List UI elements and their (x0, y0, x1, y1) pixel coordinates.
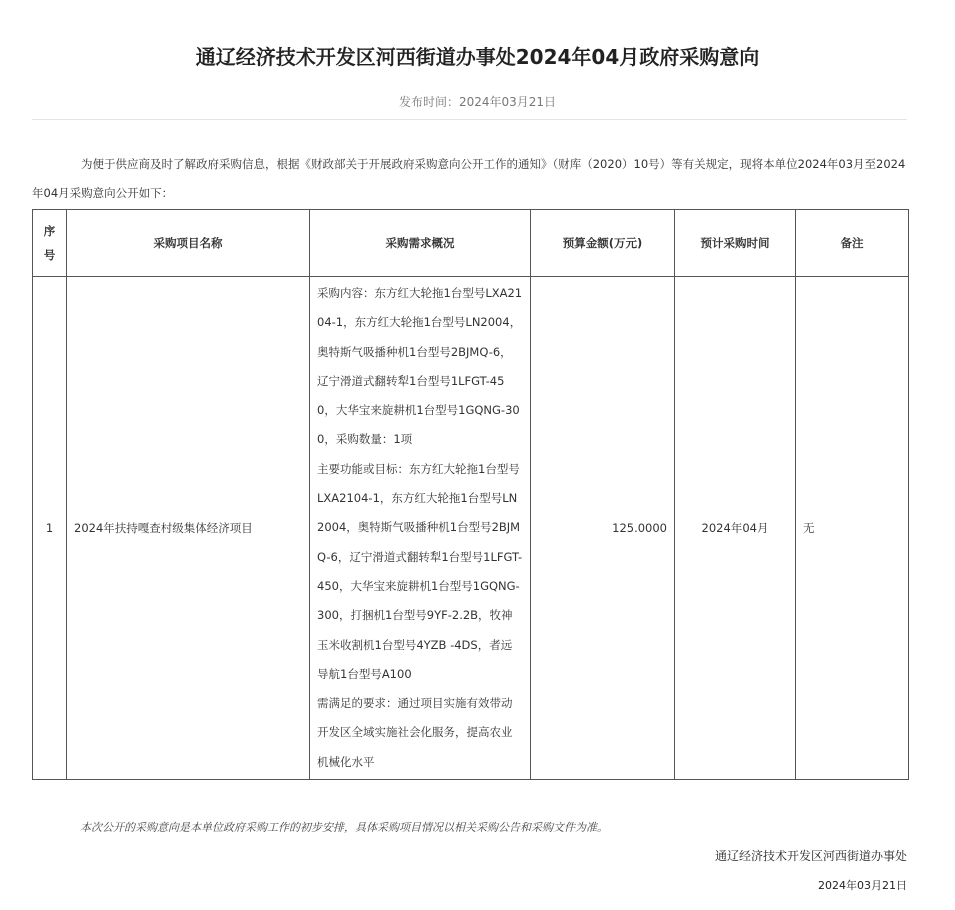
table-header-row (33, 210, 909, 277)
col-header-time: 预计采购时间 (675, 210, 796, 277)
publish-date: 2024年03月21日 (458, 95, 557, 109)
cell-overview (310, 277, 531, 780)
footer-org: 通辽经济技术开发区河西街道办事处 (714, 849, 907, 863)
cell-budget: 125.0000 (531, 277, 675, 780)
col-header-budget: 预算金额(万元) (531, 210, 675, 277)
intro-paragraph: 为便于供应商及时了解政府采购信息，根据《财政部关于开展政府采购意向公开工作的通知》（财库（2020）10号）等有关规定，现将本单位2024年03月至2024年04月采购意向公开如下： (32, 157, 906, 200)
table-row (33, 277, 909, 780)
header-divider (32, 119, 907, 120)
cell-time: 2024年04月 (675, 277, 796, 780)
publish-label: 发布时间： (398, 95, 459, 109)
col-header-seq: 序号 (33, 210, 67, 277)
overview-function: 主要功能或目标：东方红大轮拖1台型号LXA2104-1，东方红大轮拖1台型号LN2004，奥特斯气吸播种机1台型号2BJMQ-6，辽宁滑道式翻转犁1台型号1LFGT-450，大华宝来旋耕机1台型号1GQNG-300，打捆机1台型号9YF-2.2B，牧神玉米收割机1台型号4YZB -4DS，者远导航1台型号A100 (317, 461, 523, 681)
procurement-table (32, 209, 909, 780)
page-title: 通辽经济技术开发区河西街道办事处2024年04月政府采购意向 (195, 45, 760, 70)
footer-note: 本次公开的采购意向是本单位政府采购工作的初步安排，具体采购项目情况以相关采购公告和采购文件为准。 (80, 821, 608, 834)
footer-date: 2024年03月21日 (818, 879, 907, 892)
publish-info (0, 93, 955, 110)
cell-name: 2024年扶持嘎查村级集体经济项目 (67, 277, 310, 780)
col-header-remark: 备注 (796, 210, 909, 277)
cell-seq: 1 (33, 277, 67, 780)
overview-content: 采购内容：东方红大轮拖1台型号LXA2104-1，东方红大轮拖1台型号LN2004，奥特斯气吸播种机1台型号2BJMQ-6，辽宁滑道式翻转犁1台型号1LFGT-450，大华宝来旋耕机1台型号1GQNG-300，采购数量：1项 (317, 285, 523, 447)
overview-requirement: 需满足的要求：通过项目实施有效带动开发区全域实施社会化服务，提高农业机械化水平 (317, 696, 513, 769)
cell-remark: 无 (796, 277, 909, 780)
col-header-name: 采购项目名称 (67, 210, 310, 277)
col-header-overview: 采购需求概况 (310, 210, 531, 277)
